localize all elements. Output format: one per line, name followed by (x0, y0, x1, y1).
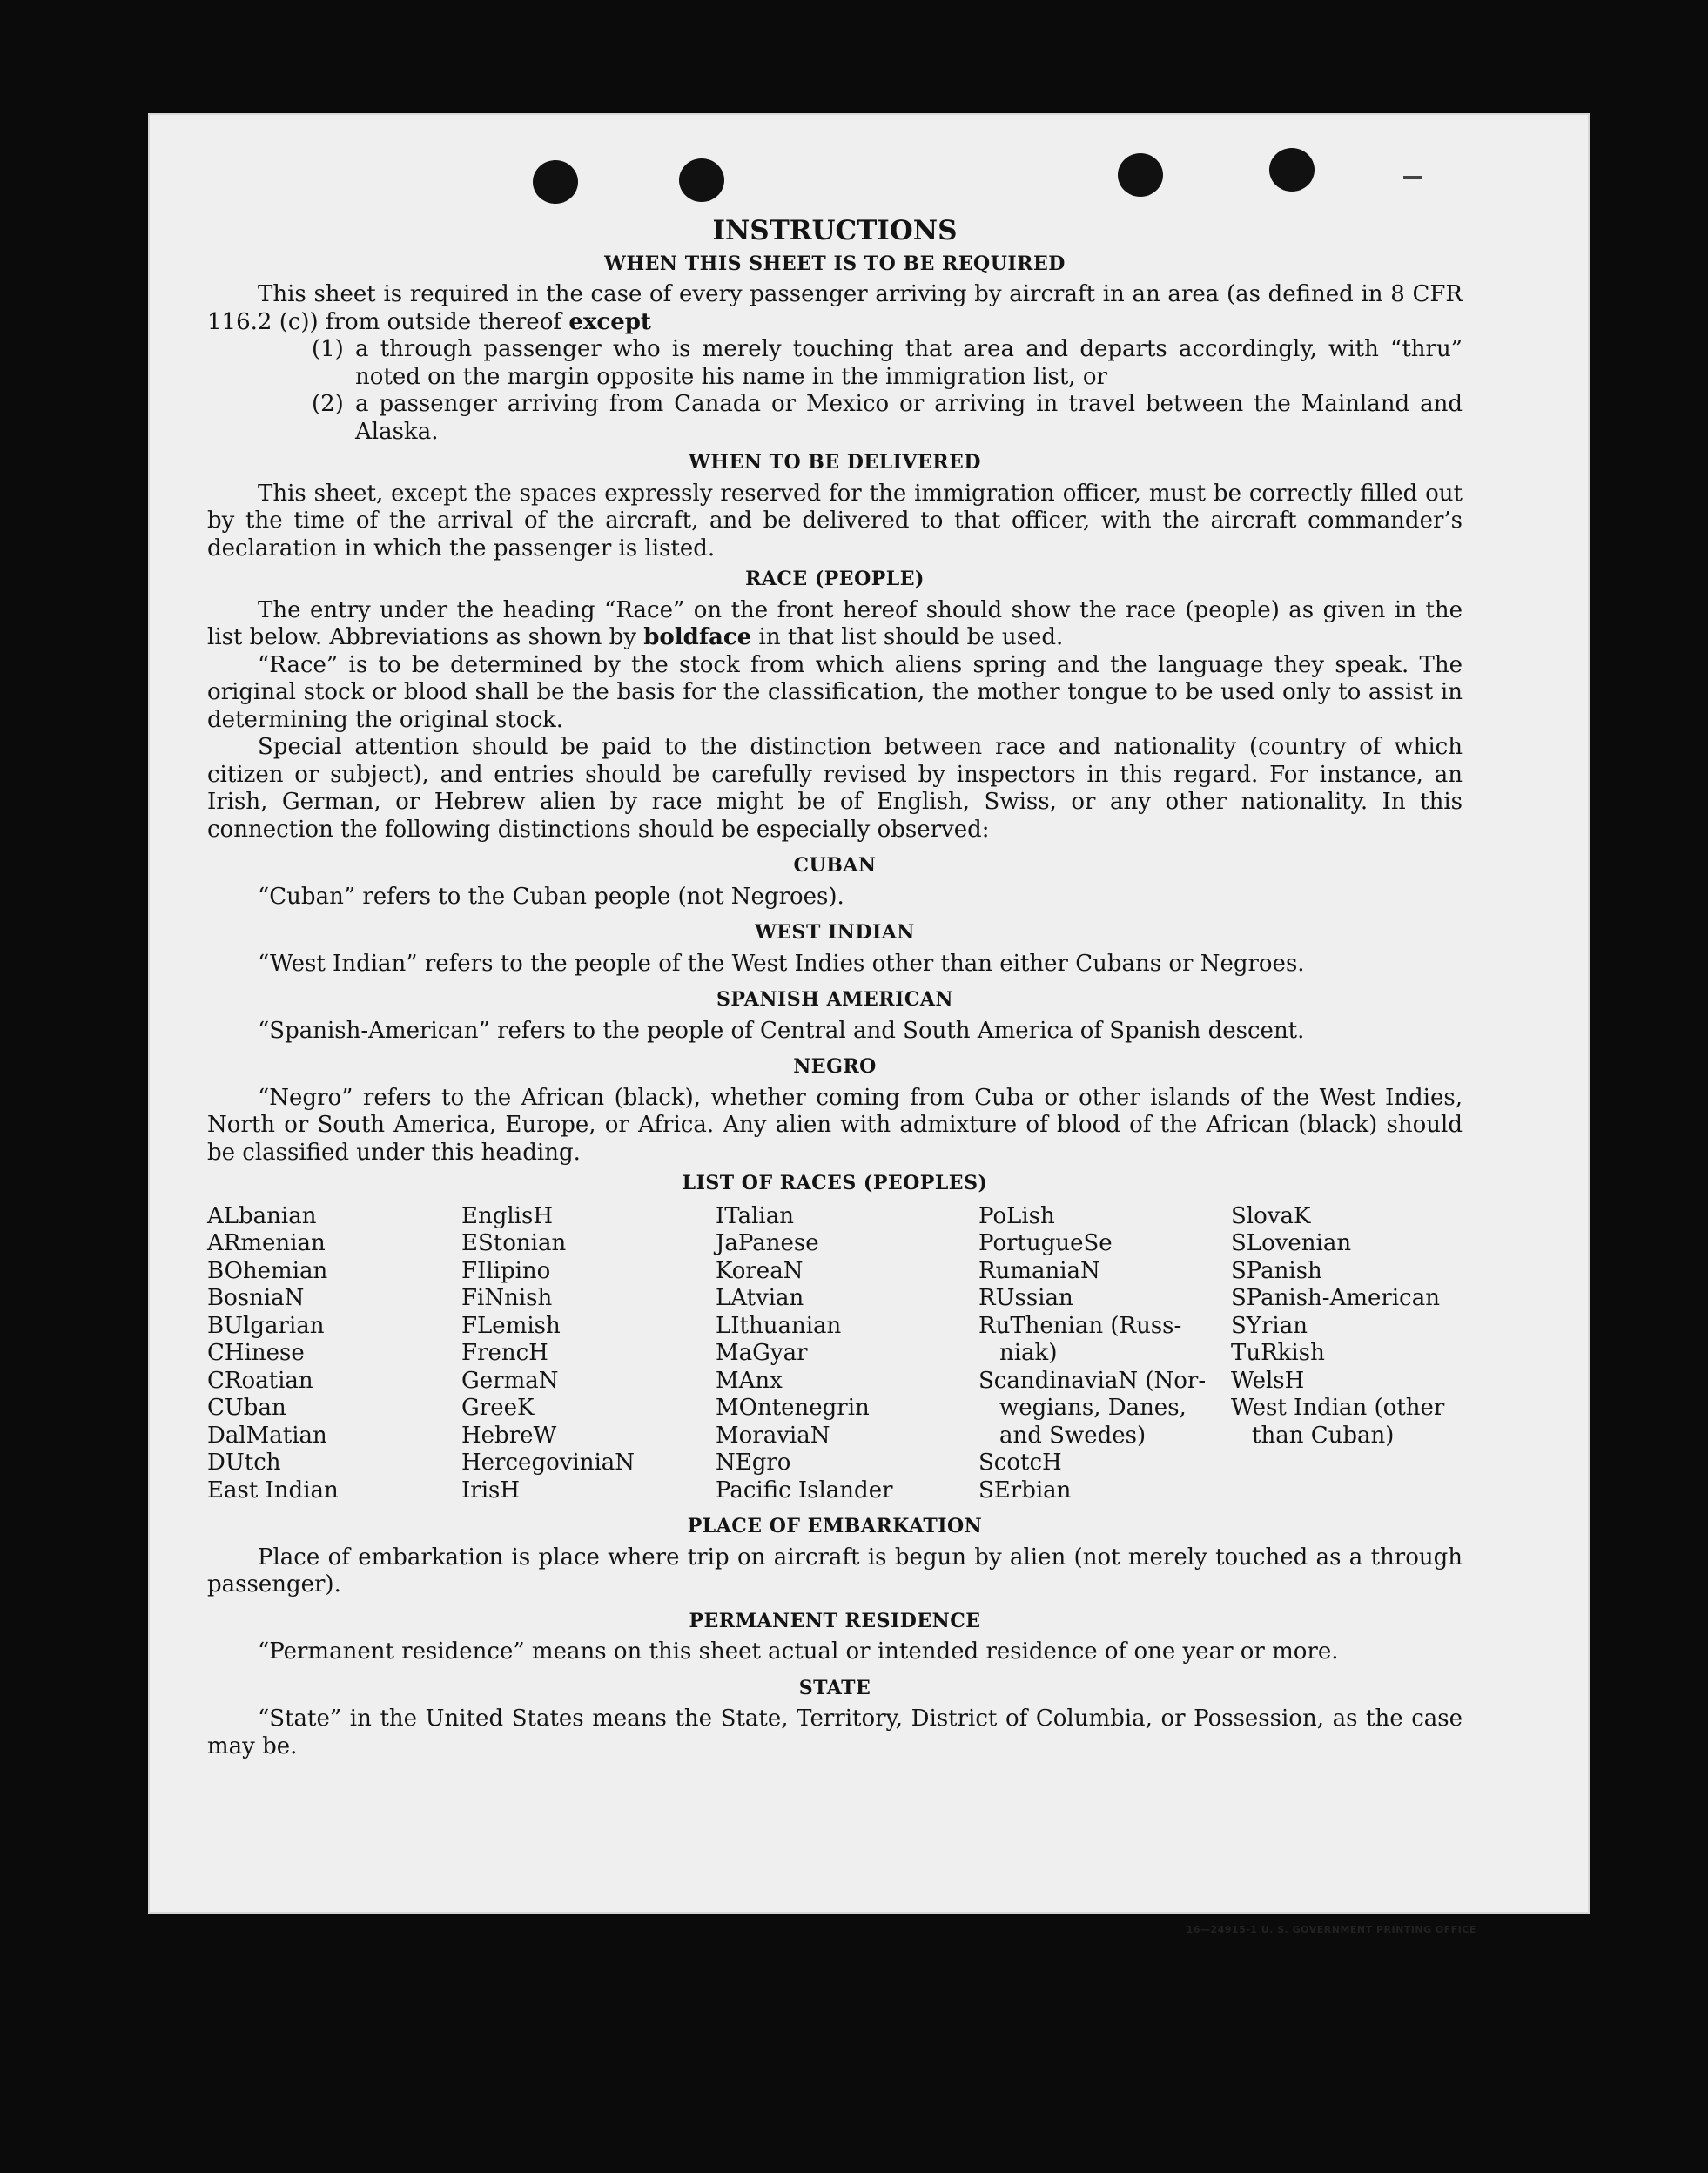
race-entry: GreeK (461, 1395, 535, 1421)
race-entry: LAtvian (716, 1285, 804, 1311)
race-entry: FrencH (461, 1340, 548, 1366)
exception-item: (1) a through passenger who is merely touching that area and departs accordingly, with “thru” noted on the margin opposite his name in the immigration list, or (312, 336, 1463, 390)
race-paragraph-1: The entry under the heading “Race” on the front hereof should show the race (people) as given in the list below. Abbreviations as shown by boldface in that list should be used. (207, 596, 1463, 650)
section-heading-race: RACE (PEOPLE) (745, 568, 925, 590)
race-entry: ARmenian (207, 1230, 326, 1256)
punch-hole (1269, 148, 1315, 192)
race-entry: FLemish (461, 1312, 561, 1339)
state-text: “State” in the United States means the State, Territory, District of Columbia, or Possession, as the case may be. (207, 1705, 1463, 1759)
race-entry: JaPanese (716, 1230, 819, 1256)
race-entry: PortugueSe (978, 1230, 1113, 1256)
race-entry: PoLish (978, 1202, 1055, 1229)
document-sheet (150, 115, 1588, 1935)
race-entry: ScotcH (978, 1450, 1062, 1476)
race-entry: MOntenegrin (716, 1395, 870, 1421)
instructions-content (207, 215, 1463, 1760)
section-heading-cuban: CUBAN (793, 854, 877, 877)
races-column (978, 1203, 1231, 1505)
race-entry: TuRkish (1231, 1340, 1325, 1366)
race-entry: wegians, Danes, (999, 1395, 1187, 1421)
race-entry: WelsH (1231, 1367, 1305, 1394)
residence-text: “Permanent residence” means on this sheet actual or intended residence of one year or more. (258, 1638, 1339, 1665)
embarkation-text: Place of embarkation is place where trip on aircraft is begun by alien (not merely touched as a through passenger). (207, 1544, 1463, 1598)
section-heading-west-indian: WEST INDIAN (755, 921, 915, 944)
punch-hole (533, 160, 578, 204)
race-entry: MaGyar (716, 1340, 808, 1366)
race-entry: CHinese (207, 1340, 305, 1366)
spanish-american-text: “Spanish-American” refers to the people of Central and South America of Spanish descent. (258, 1017, 1305, 1044)
race-entry: SPanish (1231, 1257, 1322, 1284)
punch-hole (679, 158, 724, 202)
delivered-text: This sheet, except the spaces expressly reserved for the immigration officer, must be correctly filled out by the time of the arrival of the aircraft, and be delivered to that officer, with the aircraft commander’s declaration in which the passenger is listed. (207, 480, 1463, 562)
race-entry: SPanish-American (1231, 1285, 1440, 1311)
section-heading-list-of-races: LIST OF RACES (PEOPLES) (682, 1172, 988, 1194)
races-column (1231, 1203, 1463, 1505)
race-entry: East Indian (207, 1477, 339, 1504)
exception-item: (2) a passenger arriving from Canada or Mexico or arriving in travel between the Mainland and Alaska. (312, 391, 1463, 445)
west-indian-text: “West Indian” refers to the people of the West Indies other than either Cubans or Negroes. (258, 950, 1305, 977)
section-heading-delivered: WHEN TO BE DELIVERED (689, 451, 981, 474)
race-paragraph-3: Special attention should be paid to the distinction between race and nationality (country of which citizen or subject), and entries should be carefully revised by inspectors in this regard. For instance, an Irish, German, or Hebrew alien by race might be of English, Swiss, or any other nationality. In this connection the following distinctions should be especially observed: (207, 734, 1463, 843)
race-entry: West Indian (other (1231, 1395, 1445, 1421)
race-entry: BOhemian (207, 1257, 328, 1284)
section-heading-state: STATE (798, 1676, 871, 1699)
footer-print-code: 16—24915-1 U. S. GOVERNMENT PRINTING OFFICE (1186, 1924, 1476, 1935)
race-entry: MAnx (716, 1367, 783, 1394)
section-heading-residence: PERMANENT RESIDENCE (689, 1609, 981, 1632)
scan-mark (1403, 176, 1422, 179)
section-heading-negro: NEGRO (793, 1055, 877, 1078)
race-entry: ScandinaviaN (Nor- (978, 1367, 1207, 1394)
page-title: INSTRUCTIONS (712, 215, 958, 246)
race-entry: NEgro (716, 1450, 791, 1476)
race-entry: EStonian (461, 1230, 567, 1256)
race-entry: FiNnish (461, 1285, 553, 1311)
race-paragraph-2: “Race” is to be determined by the stock from which aliens spring and the language they speak. The original stock or blood shall be the basis for the classification, the mother tongue to be used only to assist in determining the original stock. (207, 651, 1463, 733)
race-entry: niak) (999, 1340, 1058, 1366)
races-list (207, 1203, 1463, 1505)
negro-text: “Negro” refers to the African (black), whether coming from Cuba or other islands of the West Indies, North or South America, Europe, or Africa. Any alien with admixture of blood of the African (black) should be classified under this heading. (207, 1084, 1463, 1166)
race-entry: MoraviaN (716, 1422, 830, 1449)
race-entry: IrisH (461, 1477, 521, 1504)
race-entry: KoreaN (716, 1257, 804, 1284)
race-entry: ITalian (716, 1202, 794, 1229)
race-entry: RUssian (978, 1285, 1073, 1311)
race-entry: HebreW (461, 1422, 557, 1449)
punch-hole (1118, 153, 1163, 197)
race-entry: ALbanian (207, 1202, 317, 1229)
race-entry: BosniaN (207, 1285, 305, 1311)
races-column (207, 1203, 461, 1505)
race-entry: GermaN (461, 1367, 559, 1394)
race-entry: BUlgarian (207, 1312, 325, 1339)
race-entry: and Swedes) (999, 1422, 1147, 1449)
race-entry: RuThenian (Russ- (978, 1312, 1182, 1339)
race-entry: RumaniaN (978, 1257, 1100, 1284)
race-entry: LIthuanian (716, 1312, 842, 1339)
race-entry: SErbian (978, 1477, 1072, 1504)
races-column (716, 1203, 978, 1505)
race-entry: SlovaK (1231, 1202, 1311, 1229)
section-heading-spanish-american: SPANISH AMERICAN (716, 988, 954, 1011)
required-intro: This sheet is required in the case of every passenger arriving by aircraft in an area (as defined in 8 CFR 116.2 (c)) from outside thereof except (207, 281, 1463, 335)
section-heading-embarkation: PLACE OF EMBARKATION (687, 1515, 983, 1537)
race-entry: SLovenian (1231, 1230, 1352, 1256)
race-entry: CUban (207, 1395, 286, 1421)
races-column (461, 1203, 716, 1505)
race-entry: than Cuban) (1252, 1422, 1395, 1449)
section-heading-required: WHEN THIS SHEET IS TO BE REQUIRED (604, 252, 1066, 275)
race-entry: EnglisH (461, 1202, 554, 1229)
race-entry: HercegoviniaN (461, 1450, 635, 1476)
race-entry: FIlipino (461, 1257, 551, 1284)
race-entry: Pacific Islander (716, 1477, 893, 1504)
race-entry: DUtch (207, 1450, 281, 1476)
cuban-text: “Cuban” refers to the Cuban people (not Negroes). (258, 883, 844, 910)
race-entry: DalMatian (207, 1422, 327, 1449)
race-entry: CRoatian (207, 1367, 313, 1394)
race-entry: SYrian (1231, 1312, 1308, 1339)
